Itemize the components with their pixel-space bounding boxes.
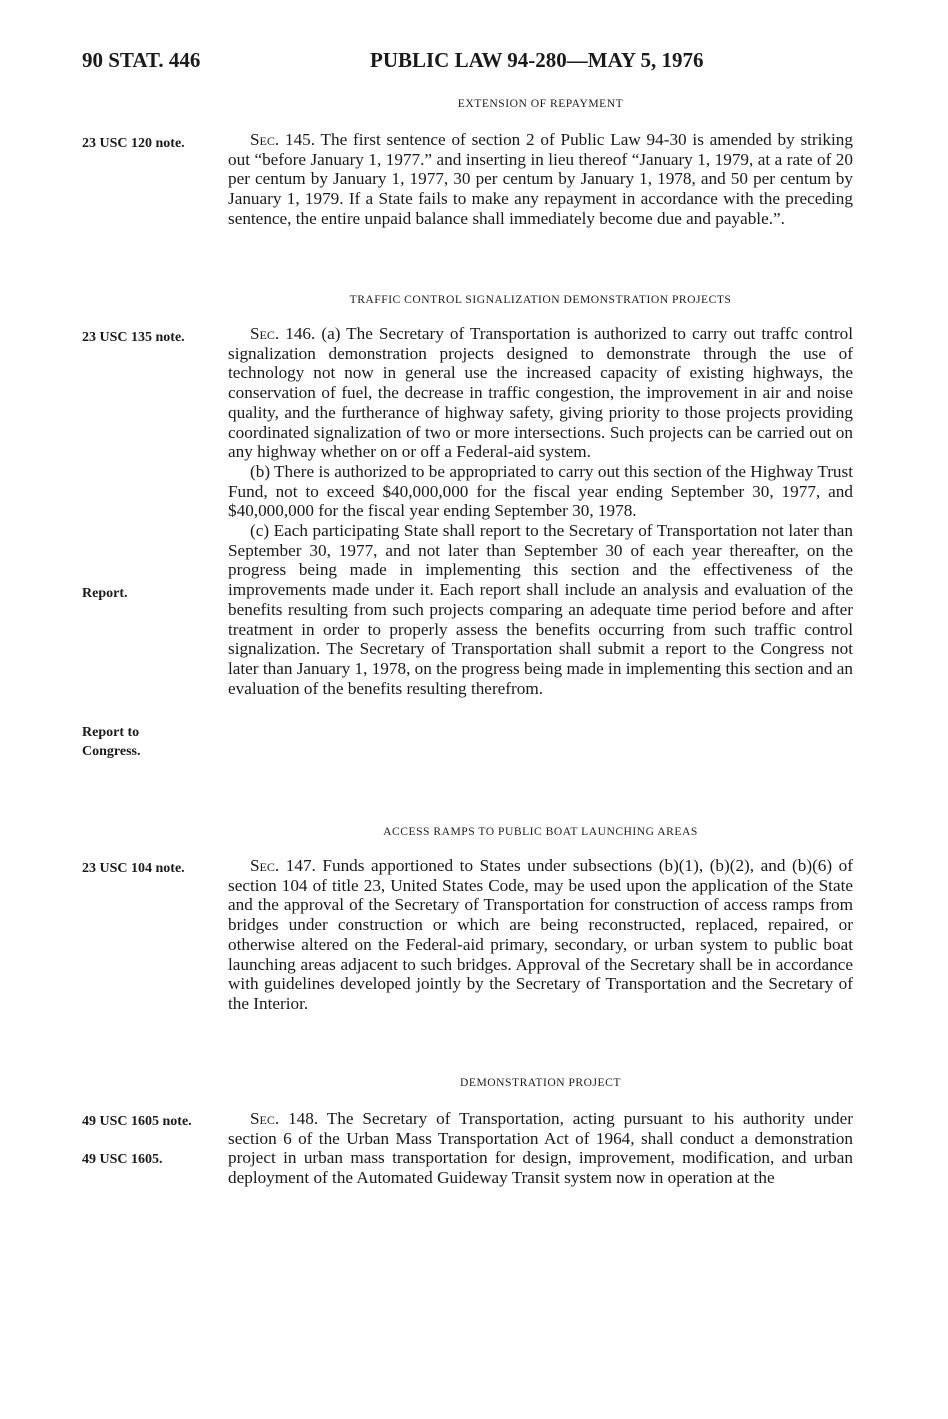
sec147-label: Sec. (250, 856, 280, 875)
sec147-paragraph (228, 856, 853, 1014)
sec147-heading: ACCESS RAMPS TO PUBLIC BOAT LAUNCHING AREAS (383, 825, 698, 838)
sec145-body (228, 130, 853, 229)
margin-note-sec145: 23 USC 120 note. (82, 136, 185, 151)
sec148-label: Sec. (250, 1109, 280, 1128)
margin-note-sec147: 23 USC 104 note. (82, 861, 185, 876)
law-title: PUBLIC LAW 94-280—MAY 5, 1976 (370, 48, 704, 72)
margin-note-report-to-congress: Report to Congress. (82, 725, 141, 759)
margin-note-sec146: 23 USC 135 note. (82, 330, 185, 345)
sec146-heading: TRAFFIC CONTROL SIGNALIZATION DEMONSTRATION PROJECTS (349, 293, 732, 306)
stat-reference: 90 STAT. 446 (82, 48, 201, 72)
sec146-text-a: 146. (a) The Secretary of Transportation is authorized to carry out traffc control signalization demonstration projects designed to demonstrate through the use of technology not now in general use the increased capacity of existing highways, the conservation of fuel, the decrease in traffic congestion, the improvement in air and noise quality, and the furtherance of highway safety, giving priority to those projects providing coordinated signalization of two or more intersections. Such projects can be carried out on any highway whether on or off a Federal-aid system. (228, 324, 853, 462)
sec146-paragraph-a (228, 324, 853, 462)
sec145-heading: EXTENSION OF REPAYMENT (457, 97, 624, 110)
sec146-paragraph-b: (b) There is authorized to be appropriated to carry out this section of the Highway Trust Fund, not to exceed $40,000,000 for the fiscal year ending September 30, 1977, and $40,000,000 for the fiscal year ending September 30, 1978. (228, 461, 853, 521)
sec148-text: 148. The Secretary of Transportation, acting pursuant to his authority under section 6 of the Urban Mass Transportation Act of 1964, shall conduct a demonstration project in urban mass transportation for design, improvement, modification, and urban deployment of the Automated Guideway Transit system now in operation at the (228, 1109, 853, 1188)
sec147-body (228, 856, 853, 1014)
sec146-body (228, 324, 853, 698)
sec148-heading: DEMONSTRATION PROJECT (460, 1076, 621, 1089)
sec148-paragraph (228, 1109, 853, 1188)
sec145-text: 145. The first sentence of section 2 of Public Law 94-30 is amended by striking out “before January 1, 1977.” and inserting in lieu thereof “January 1, 1979, at a rate of 20 per centum by January 1, 1977, 30 per centum by January 1, 1978, and 50 per centum by January 1, 1979. If a State fails to make any repayment in accordance with the preceding sentence, the entire unpaid balance shall immediately become due and payable.”. (228, 130, 853, 228)
sec145-label: Sec. (250, 130, 280, 149)
sec145-paragraph (228, 130, 853, 229)
margin-note-sec148-b: 49 USC 1605. (82, 1152, 163, 1167)
sec147-text: 147. Funds apportioned to States under subsections (b)(1), (b)(2), and (b)(6) of section 104 of title 23, United States Code, may be used upon the application of the State and the approval of the Secretary of Transportation for construction of access ramps from bridges under construction or which are being reconstructed, replaced, repaired, or otherwise altered on the Federal-aid primary, secondary, or urban system to public boat launching areas adjacent to such bridges. Approval of the Secretary shall be in accordance with guidelines developed jointly by the Secretary of Transportation and the Secretary of the Interior. (228, 856, 853, 1013)
page-header (82, 48, 862, 78)
margin-note-sec148-a: 49 USC 1605 note. (82, 1114, 192, 1129)
sec148-body (228, 1109, 853, 1188)
sec146-paragraph-c: (c) Each participating State shall report to the Secretary of Transportation not later than September 30, 1977, and not later than September 30 of each year thereafter, on the progress being made in implementing this section and the effectiveness of the improvements made under it. Each report shall include an analysis and evaluation of the benefits resulting from such projects comparing an adequate time period before and after treatment in order to properly assess the benefits occurring from such traffic control signalization. The Secretary of Transportation shall submit a report to the Congress not later than January 1, 1978, on the progress being made in implementing this section and an evaluation of the benefits resulting therefrom. (228, 521, 853, 698)
sec146-label: Sec. (250, 324, 280, 343)
margin-note-report: Report. (82, 586, 128, 601)
